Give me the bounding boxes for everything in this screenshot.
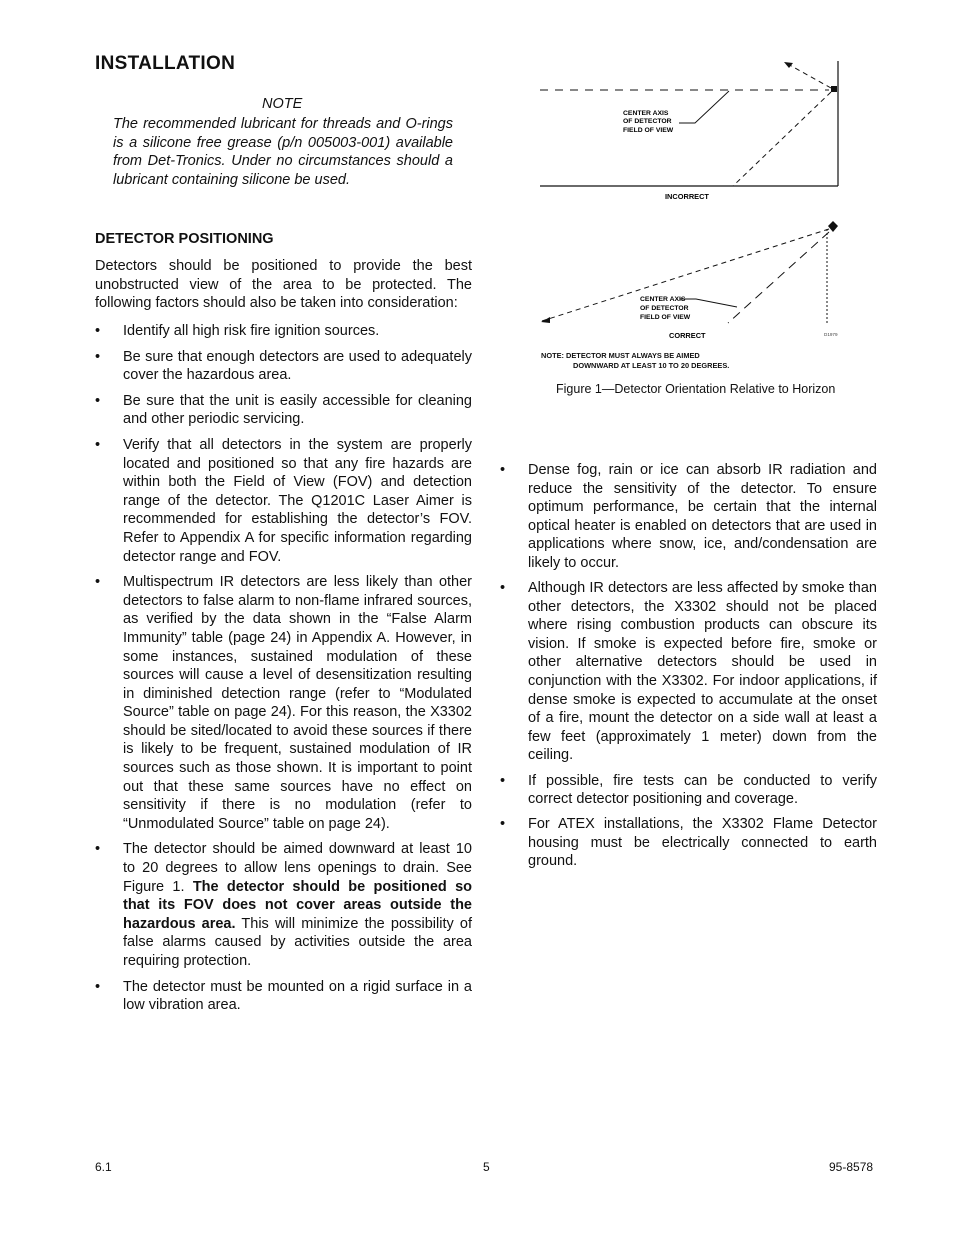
bullet-icon: • [95, 436, 101, 453]
bullet-text-bold: The detector should be positioned so that its FOV does not cover areas outside the hazardous area. [123, 878, 473, 932]
incorrect-diagram [540, 61, 838, 201]
figure-note-line-1: NOTE: DETECTOR MUST ALWAYS BE AIMED [541, 351, 700, 360]
incorrect-label: INCORRECT [665, 192, 709, 201]
incorrect-fov-upper-line [786, 63, 831, 88]
figure-caption: Figure 1—Detector Orientation Relative to Horizon [556, 382, 836, 396]
list-item [95, 322, 472, 341]
correct-label: CORRECT [669, 331, 706, 340]
bullet-icon: • [500, 772, 506, 789]
bullet-icon: • [500, 580, 506, 597]
bullet-icon: • [95, 392, 101, 409]
figure-note-line-2: DOWNWARD AT LEAST 10 TO 20 DEGREES. [573, 361, 730, 370]
bullet-text: Although IR detectors are less affected by smoke than other detectors, the X3302 should not be placed where rising combustion products can obscure its vision. If smoke is expected before fire, smoke or other alternative detectors should be used in conjunction with the X3302. For indoor applications, if dense smoke is expected to accumulate at the onset of a fire, mount the detector on a side wall at least a few feet (approximately 1 meter) down from the ceiling. [528, 580, 877, 764]
incorrect-axis-label-2: OF DETECTOR [623, 118, 672, 125]
list-item [500, 579, 877, 765]
correct-axis-label-1: CENTER AXIS [640, 296, 686, 303]
positioning-intro: Detectors should be positioned to provide the best unobstructed view of the area to be protected. The following factors should also be taken into consideration: [95, 258, 472, 312]
incorrect-detector-icon [831, 86, 837, 92]
list-item [95, 978, 472, 1015]
bullet-icon: • [95, 978, 101, 995]
bullet-icon: • [95, 348, 101, 365]
list-item [95, 436, 472, 566]
list-item [500, 815, 877, 871]
note-title: NOTE [262, 96, 303, 112]
detector-orientation-figure [530, 55, 850, 355]
list-item [95, 392, 472, 429]
bullet-text-pre: The detector should be aimed downward at least 10 to 20 degrees to allow lens openings to drain. See Figure 1. [123, 841, 472, 895]
bullet-text-post: This will minimize the possibility of false alarms caused by activities outside the area requiring protection. [123, 915, 472, 969]
bullet-text: Verify that all detectors in the system are properly located and positioned so that any fire hazards are within both the Field of View (FOV) and detection range of the detector. The Q1201C Laser Aimer is recommended for establishing the detector’s FOV. Refer to Appendix A for specific information regarding detector range and FOV. [123, 436, 472, 565]
figure-note [541, 351, 729, 371]
detector-positioning-heading: DETECTOR POSITIONING [95, 231, 274, 247]
correct-detector-icon [828, 221, 838, 232]
correct-diagram [541, 221, 838, 340]
section-title: INSTALLATION [95, 53, 236, 74]
note-body: The recommended lubricant for threads and O-rings is a silicone free grease (p/n 005003-001) available from Det-Tronics. Under no circumstances should a lubricant containing silicone be used. [113, 116, 453, 188]
bullet-text: Multispectrum IR detectors are less likely than other detectors to false alarm to non-flame infrared sources, as verified by the data shown in the “False Alarm Immunity” table (page 24) in Appendix A. However, in some instances, sustained modulation of these sources will cause a level of desensitization resulting in diminished detection range (refer to “Modulated Source” table on page 24). For this reason, the X3302 should be sited/located to avoid these sources if there is likely to be frequent, sustained modulation of IR sources such as those shown. It is important to point out that these same sources have no effect on sensitivity if there is no modulation (refer to “Unmodulated Source” table on page 24). [123, 574, 472, 832]
list-item [95, 573, 472, 833]
bullet-text: The detector must be mounted on a rigid surface in a low vibration area. [123, 978, 472, 1014]
incorrect-leader-line [679, 91, 729, 123]
right-bullet-list [500, 461, 877, 871]
bullet-icon: • [95, 323, 101, 339]
bullet-icon: • [500, 462, 506, 478]
bullet-text: For ATEX installations, the X3302 Flame Detector housing must be electrically connected to earth ground. [528, 816, 877, 870]
bullet-text: If possible, fire tests can be conducted to verify correct detector positioning and coverage. [528, 772, 877, 808]
bullet-text: Be sure that enough detectors are used to adequately cover the hazardous area. [123, 348, 472, 384]
footer-document-number: 95-8578 [829, 1160, 874, 1174]
bullet-icon: • [500, 816, 506, 833]
figure-code: D1979 [824, 332, 838, 337]
list-item [95, 348, 472, 385]
bullet-icon: • [95, 841, 101, 858]
bullet-text: Be sure that the unit is easily accessible for cleaning and other periodic servicing. [123, 392, 472, 428]
list-item [500, 772, 877, 809]
bullet-icon: • [95, 574, 101, 591]
footer-page-number: 5 [483, 1160, 490, 1174]
fov-arrowhead-icon [784, 62, 793, 68]
correct-axis-label-2: OF DETECTOR [640, 305, 689, 312]
bullet-text: Dense fog, rain or ice can absorb IR radiation and reduce the sensitivity of the detector. To ensure optimum performance, be certain that the internal optical heater is enabled on detectors that are used in applications where snow, ice, and/condensation are likely to occur. [528, 462, 877, 571]
correct-arrowhead-icon [541, 317, 550, 323]
left-bullet-list [95, 322, 472, 1015]
incorrect-axis-label-1: CENTER AXIS [623, 110, 669, 117]
list-item [95, 840, 472, 970]
footer-revision: 6.1 [95, 1160, 112, 1174]
correct-fov-lower-line [728, 232, 829, 323]
list-item [500, 461, 877, 573]
incorrect-axis-label-3: FIELD OF VIEW [623, 127, 674, 134]
bullet-text: Identify all high risk fire ignition sources. [123, 323, 380, 339]
correct-axis-label-3: FIELD OF VIEW [640, 314, 691, 321]
incorrect-fov-lower-line [733, 92, 831, 186]
